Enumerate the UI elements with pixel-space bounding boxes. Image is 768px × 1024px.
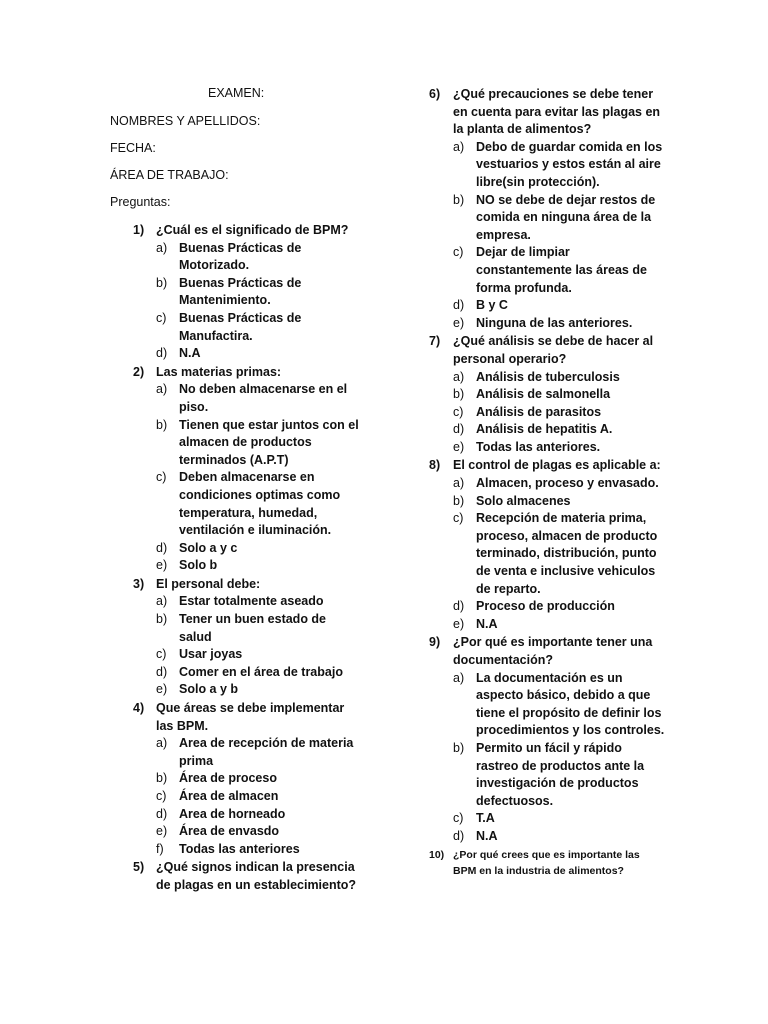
- work-area-field-label: ÁREA DE TRABAJO:: [110, 168, 229, 182]
- option-letter: c): [453, 811, 464, 826]
- answer-option: [110, 770, 360, 788]
- answer-option: [110, 646, 360, 664]
- option-text: No deben almacenarse en el piso.: [179, 382, 348, 414]
- option-letter: a): [156, 736, 168, 751]
- answer-option: [110, 806, 360, 824]
- answer-option: [110, 611, 360, 646]
- question-number: 1): [133, 223, 145, 237]
- option-text: Area de recepción de materia prima: [179, 736, 354, 768]
- left-column: [110, 221, 360, 895]
- answer-option: [110, 664, 360, 682]
- option-letter: e): [156, 682, 168, 697]
- question-text: Las materias primas:: [156, 364, 282, 379]
- option-text: Buenas Prácticas de Mantenimiento.: [179, 275, 302, 308]
- option-letter: f): [156, 841, 164, 856]
- answer-option: [110, 557, 360, 575]
- option-text: N.A: [179, 346, 201, 361]
- question-text: Que áreas se debe implementar las BPM.: [156, 701, 345, 733]
- question-number: 8): [429, 458, 441, 473]
- option-text: Comer en el área de trabajo: [179, 664, 343, 679]
- option-text: Solo b: [179, 558, 218, 573]
- option-text: Area de horneado: [179, 806, 286, 821]
- answer-option: [425, 139, 665, 192]
- question-text: ¿Qué signos indican la presencia de plagas en un establecimiento?: [156, 860, 357, 892]
- option-letter: c): [156, 310, 167, 325]
- option-text: N.A: [476, 616, 498, 631]
- date-field-label: FECHA:: [110, 141, 156, 155]
- option-text: Debo de guardar comida en los vestuarios y estos están al aire libre(sin protección).: [476, 139, 663, 189]
- option-letter: c): [156, 789, 167, 803]
- option-text: T.A: [476, 811, 495, 826]
- option-text: Proceso de producción: [476, 599, 615, 614]
- option-letter: d): [453, 422, 465, 437]
- option-letter: d): [156, 806, 168, 821]
- option-letter: e): [156, 558, 168, 573]
- question-text: ¿Por qué crees que es importante las BPM en la industria de alimentos?: [453, 848, 640, 877]
- option-letter: d): [453, 298, 465, 313]
- question-text: ¿Qué precauciones se debe tener en cuenta para evitar las plagas en la planta de alimentos?: [453, 87, 661, 137]
- option-letter: b): [156, 612, 168, 627]
- question-7: [425, 333, 665, 368]
- answer-option: [110, 593, 360, 611]
- option-letter: d): [453, 599, 465, 614]
- option-letter: c): [156, 470, 167, 485]
- option-text: Análisis de hepatitis A.: [476, 422, 613, 437]
- right-column: [425, 85, 665, 879]
- question-number: 7): [429, 334, 441, 349]
- option-text: NO se debe de dejar restos de comida en ninguna área de la empresa.: [476, 192, 656, 242]
- option-text: B y C: [476, 298, 508, 313]
- question-number: 2): [133, 364, 145, 379]
- answer-option: [425, 386, 665, 404]
- question-text: ¿Por qué es importante tener una documentación?: [453, 635, 653, 667]
- question-5: [110, 859, 360, 894]
- option-letter: c): [453, 245, 464, 260]
- option-text: Análisis de parasitos: [476, 404, 602, 419]
- answer-option: [425, 810, 665, 828]
- answer-option: [425, 670, 665, 740]
- question-number: 9): [429, 635, 441, 650]
- answer-option: [110, 345, 360, 363]
- option-letter: a): [453, 369, 465, 384]
- option-text: Permito un fácil y rápido rastreo de productos ante la investigación de productos defectuosos.: [476, 740, 645, 808]
- option-letter: e): [453, 439, 465, 454]
- option-letter: a): [156, 240, 168, 255]
- answer-option: [425, 475, 665, 493]
- question-number: 10): [429, 848, 445, 861]
- option-text: Tienen que estar juntos con el almacen de productos terminados (A.P.T): [179, 417, 359, 467]
- answer-option: [425, 493, 665, 511]
- option-text: Dejar de limpiar constantemente las áreas de forma profunda.: [476, 245, 647, 295]
- answer-option: [425, 244, 665, 297]
- option-text: Ninguna de las anteriores.: [476, 315, 633, 330]
- answer-option: [110, 735, 360, 770]
- question-1: [110, 222, 360, 240]
- question-text: El control de plagas es aplicable a:: [453, 458, 661, 473]
- names-field-label: NOMBRES Y APELLIDOS:: [110, 114, 261, 128]
- option-text: Buenas Prácticas de Manufactira.: [179, 310, 302, 343]
- option-letter: b): [156, 275, 168, 290]
- option-letter: b): [453, 740, 465, 755]
- answer-option: [425, 439, 665, 457]
- option-text: Deben almacenarse en condiciones optimas como temperatura, humedad, ventilación e iluminación.: [179, 470, 341, 538]
- answer-option: [425, 315, 665, 333]
- question-9: [425, 634, 665, 669]
- option-letter: b): [453, 192, 465, 207]
- option-letter: b): [453, 493, 465, 508]
- answer-option: [425, 421, 665, 439]
- option-letter: c): [453, 404, 464, 419]
- answer-option: [425, 297, 665, 315]
- answer-option: [425, 598, 665, 616]
- answer-option: [110, 310, 360, 345]
- option-text: Tener un buen estado de salud: [179, 612, 327, 644]
- question-number: 4): [133, 701, 145, 716]
- option-text: Área de envasdo: [179, 824, 280, 839]
- question-number: 5): [133, 860, 145, 875]
- option-letter: d): [156, 664, 168, 679]
- option-text: Área de almacen: [179, 789, 279, 803]
- answer-option: [425, 616, 665, 634]
- option-letter: d): [156, 346, 168, 361]
- answer-option: [425, 510, 665, 598]
- answer-option: [110, 841, 360, 859]
- answer-option: [425, 740, 665, 810]
- option-letter: e): [453, 616, 465, 631]
- answer-option: [425, 404, 665, 422]
- answer-option: [425, 828, 665, 846]
- question-text: El personal debe:: [156, 576, 261, 591]
- question-10: [425, 847, 665, 879]
- option-text: Análisis de tuberculosis: [476, 369, 620, 384]
- option-letter: a): [453, 670, 465, 685]
- option-text: Estar totalmente aseado: [179, 594, 324, 609]
- answer-option: [110, 381, 360, 416]
- option-letter: c): [156, 647, 167, 662]
- answer-option: [425, 369, 665, 387]
- question-number: 3): [133, 576, 145, 591]
- questions-label: Preguntas:: [110, 195, 171, 209]
- option-letter: a): [156, 382, 168, 397]
- option-text: La documentación es un aspecto básico, debido a que tiene el propósito de definir los procedimientos y los controles.: [476, 670, 665, 738]
- option-text: Área de proceso: [179, 771, 277, 786]
- option-text: Usar joyas: [179, 647, 243, 662]
- exam-title: EXAMEN:: [208, 86, 265, 100]
- option-letter: d): [156, 540, 168, 555]
- option-text: Buenas Prácticas de Motorizado.: [179, 240, 302, 273]
- answer-option: [110, 240, 360, 275]
- option-text: Almacen, proceso y envasado.: [476, 476, 659, 491]
- question-2: [110, 364, 360, 382]
- answer-option: [110, 469, 360, 539]
- answer-option: [110, 788, 360, 806]
- question-4: [110, 700, 360, 735]
- answer-option: [110, 417, 360, 470]
- option-text: Solo a y c: [179, 540, 238, 555]
- option-text: Todas las anteriores: [179, 841, 300, 856]
- answer-option: [110, 681, 360, 699]
- question-3: [110, 576, 360, 594]
- question-number: 6): [429, 87, 441, 101]
- answer-option: [110, 540, 360, 558]
- answer-option: [110, 823, 360, 841]
- option-letter: b): [453, 387, 465, 402]
- option-text: Todas las anteriores.: [476, 439, 601, 454]
- option-text: Solo almacenes: [476, 493, 571, 508]
- option-letter: b): [156, 417, 168, 432]
- option-letter: b): [156, 771, 168, 786]
- option-text: N.A: [476, 828, 498, 843]
- option-letter: d): [453, 828, 465, 843]
- option-letter: a): [156, 594, 168, 609]
- option-text: Recepción de materia prima, proceso, almacen de producto terminado, distribución, punto de venta e inclusive vehiculos de reparto.: [476, 511, 658, 596]
- option-text: Solo a y b: [179, 682, 239, 697]
- option-letter: a): [453, 476, 465, 491]
- option-letter: a): [453, 139, 465, 154]
- answer-option: [110, 275, 360, 310]
- question-8: [425, 457, 665, 475]
- question-6: [425, 86, 665, 139]
- option-letter: e): [453, 315, 465, 330]
- question-text: ¿Cuál es el significado de BPM?: [156, 223, 349, 237]
- question-text: ¿Qué análisis se debe de hacer al personal operario?: [453, 334, 654, 366]
- option-letter: c): [453, 511, 464, 526]
- answer-option: [425, 192, 665, 245]
- option-text: Análisis de salmonella: [476, 387, 611, 402]
- option-letter: e): [156, 824, 168, 839]
